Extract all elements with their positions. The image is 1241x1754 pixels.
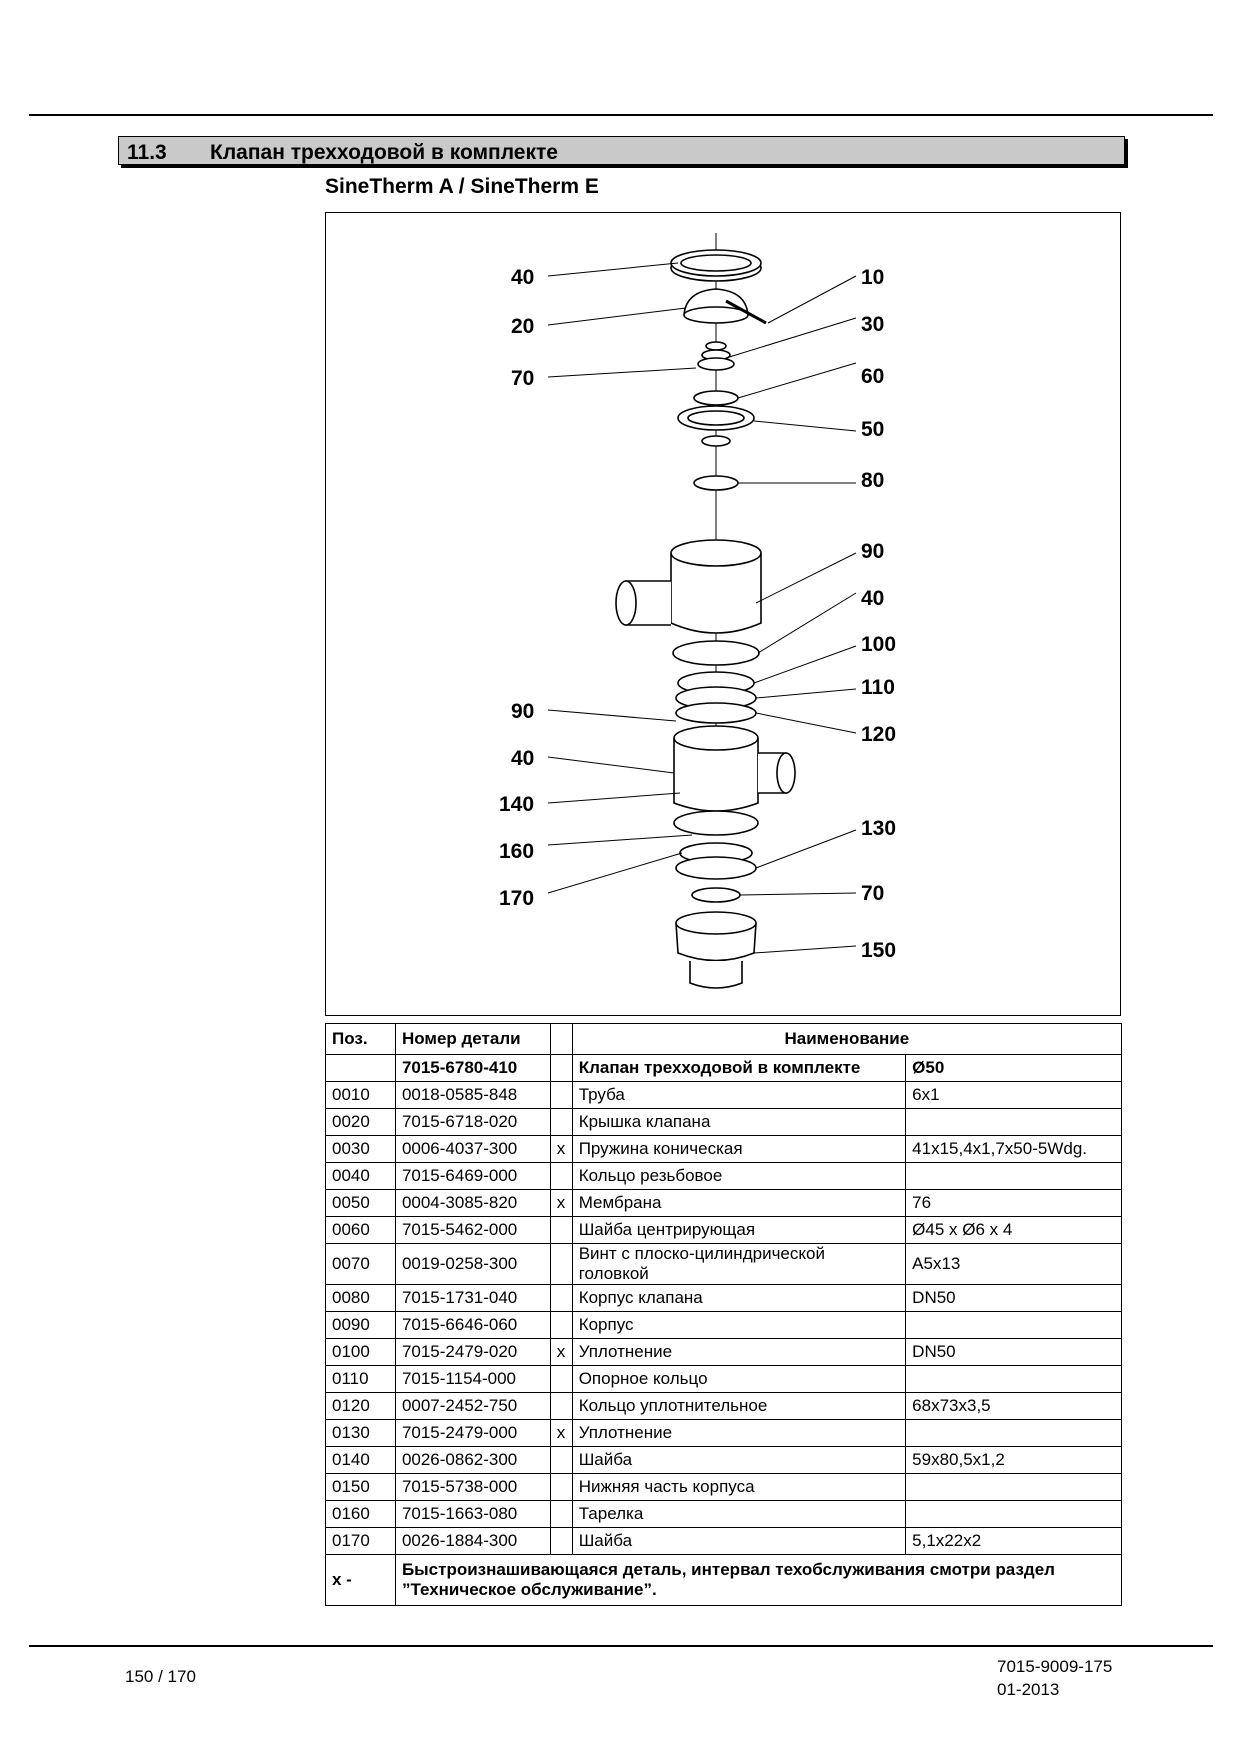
top-rule (29, 114, 1213, 116)
callout-120: 120 (861, 723, 897, 746)
wear-mark (550, 1366, 572, 1393)
callout-130: 130 (861, 817, 897, 840)
table-row (326, 1312, 1122, 1339)
part-pos: 0120 (326, 1393, 396, 1420)
valve-disc (694, 476, 738, 490)
table-row (326, 1082, 1122, 1109)
part-name: Тарелка (572, 1501, 905, 1528)
table-row (326, 1474, 1122, 1501)
part-name: Шайба центрирующая (572, 1217, 905, 1244)
part-pos: 0080 (326, 1285, 396, 1312)
wear-mark (550, 1501, 572, 1528)
callout-40-top: 40 (511, 266, 535, 289)
threaded-ring-mid (673, 641, 759, 665)
callout-160: 160 (499, 840, 535, 863)
table-row (326, 1366, 1122, 1393)
part-spec (906, 1366, 1122, 1393)
header-pos: Поз. (326, 1024, 396, 1055)
part-spec: DN50 (906, 1285, 1122, 1312)
part-spec (906, 1109, 1122, 1136)
part-pos: 0110 (326, 1366, 396, 1393)
callout-110: 110 (861, 676, 895, 699)
table-header-row (326, 1024, 1122, 1055)
part-pos: 0040 (326, 1163, 396, 1190)
part-spec: Ø45 x Ø6 x 4 (906, 1217, 1122, 1244)
part-number: 0019-0258-300 (395, 1244, 550, 1285)
lower-port-opening (777, 753, 795, 793)
assembly-part-number: 7015-6780-410 (395, 1055, 550, 1082)
part-spec (906, 1474, 1122, 1501)
side-port-opening (616, 581, 636, 625)
part-number: 0006-4037-300 (395, 1136, 550, 1163)
valve-body-upper-rim (671, 540, 761, 566)
part-name: Уплотнение (572, 1420, 905, 1447)
callout-90-upper: 90 (861, 540, 885, 563)
part-spec: 6x1 (906, 1082, 1122, 1109)
table-row (326, 1244, 1122, 1285)
section-number: 11.3 (127, 141, 167, 164)
threaded-ring-bottom (674, 811, 758, 835)
callout-50: 50 (861, 418, 885, 441)
membrane-inner (688, 411, 744, 425)
part-number: 7015-6646-060 (395, 1312, 550, 1339)
wear-mark (550, 1528, 572, 1555)
assembly-pos (326, 1055, 396, 1082)
part-number: 7015-5462-000 (395, 1217, 550, 1244)
callout-10: 10 (861, 266, 885, 289)
wear-part-note-line-1: Быстроизнашивающаяся деталь, интервал техобслуживания смотри раздел (401, 1560, 1055, 1579)
exploded-view-diagram (325, 212, 1121, 1016)
part-number: 7015-5738-000 (395, 1474, 550, 1501)
part-number: 0026-0862-300 (395, 1447, 550, 1474)
part-pos: 0010 (326, 1082, 396, 1109)
part-number: 0007-2452-750 (395, 1393, 550, 1420)
wear-part-note-row (326, 1555, 1122, 1606)
part-pos: 0090 (326, 1312, 396, 1339)
part-pos: 0070 (326, 1244, 396, 1285)
part-spec: 59x80,5x1,2 (906, 1447, 1122, 1474)
wear-part-note-mark: x - (326, 1555, 396, 1606)
bottom-rule (29, 1645, 1213, 1647)
part-number: 0026-1884-300 (395, 1528, 550, 1555)
wear-part-note (395, 1555, 1121, 1606)
table-row (326, 1217, 1122, 1244)
assembly-name: Клапан трехходовой в комплекте (572, 1055, 905, 1082)
part-pos: 0150 (326, 1474, 396, 1501)
section-heading (118, 136, 1125, 165)
callout-40-mid: 40 (861, 587, 885, 610)
callout-40-lower: 40 (511, 747, 535, 770)
plate (692, 888, 740, 902)
callout-150: 150 (861, 939, 897, 962)
callout-80: 80 (861, 469, 885, 492)
spring-coil (698, 358, 734, 370)
part-number: 7015-1663-080 (395, 1501, 550, 1528)
wear-mark (550, 1393, 572, 1420)
part-pos: 0160 (326, 1501, 396, 1528)
part-name: Труба (572, 1082, 905, 1109)
part-spec: DN50 (906, 1339, 1122, 1366)
lower-housing-rim (676, 912, 756, 934)
table-row (326, 1285, 1122, 1312)
callout-100: 100 (861, 633, 897, 656)
header-mark (550, 1024, 572, 1055)
part-number: 0018-0585-848 (395, 1082, 550, 1109)
subtitle: SineTherm A / SineTherm E (325, 175, 599, 198)
part-spec: 76 (906, 1190, 1122, 1217)
part-number: 0004-3085-820 (395, 1190, 550, 1217)
callout-20: 20 (511, 315, 535, 338)
wear-mark (550, 1109, 572, 1136)
wear-mark (550, 1163, 572, 1190)
callout-140: 140 (499, 793, 535, 816)
membrane-disc (702, 436, 730, 446)
part-number: 7015-6469-000 (395, 1163, 550, 1190)
part-pos: 0030 (326, 1136, 396, 1163)
part-name: Корпус (572, 1312, 905, 1339)
table-row (326, 1528, 1122, 1555)
table-row (326, 1447, 1122, 1474)
seal-lower (676, 857, 756, 879)
table-row (326, 1339, 1122, 1366)
part-number: 7015-2479-000 (395, 1420, 550, 1447)
callout-170: 170 (499, 887, 535, 910)
part-name: Опорное кольцо (572, 1366, 905, 1393)
assembly-mark (550, 1055, 572, 1082)
threaded-ring-top-inner (681, 255, 751, 271)
part-pos: 0100 (326, 1339, 396, 1366)
o-ring (676, 703, 756, 723)
wear-mark: x (550, 1190, 572, 1217)
wear-mark: x (550, 1136, 572, 1163)
document-number: 7015-9009-175 (997, 1657, 1113, 1676)
header-name: Наименование (572, 1024, 1121, 1055)
spring-coil (706, 342, 726, 350)
part-name: Нижняя часть корпуса (572, 1474, 905, 1501)
callout-90-lower: 90 (511, 700, 535, 723)
wear-mark (550, 1244, 572, 1285)
part-spec (906, 1420, 1122, 1447)
callout-70-top: 70 (511, 367, 535, 390)
part-spec: 5,1x22x2 (906, 1528, 1122, 1555)
part-pos: 0170 (326, 1528, 396, 1555)
wear-mark (550, 1285, 572, 1312)
part-spec: 68x73x3,5 (906, 1393, 1122, 1420)
document-date: 01-2013 (997, 1680, 1060, 1699)
part-name: Шайба (572, 1528, 905, 1555)
part-spec (906, 1163, 1122, 1190)
callout-60: 60 (861, 365, 885, 388)
parts-table (325, 1023, 1122, 1606)
wear-mark: x (550, 1339, 572, 1366)
part-spec (906, 1312, 1122, 1339)
part-name: Винт с плоско-цилиндрической головкой (572, 1244, 905, 1285)
part-name: Уплотнение (572, 1339, 905, 1366)
part-name: Корпус клапана (572, 1285, 905, 1312)
part-name: Крышка клапана (572, 1109, 905, 1136)
table-row (326, 1136, 1122, 1163)
section-title: Клапан трехходовой в комплекте (210, 141, 558, 164)
lower-housing-outlet (690, 961, 742, 988)
wear-mark (550, 1447, 572, 1474)
part-name: Шайба (572, 1447, 905, 1474)
table-row (326, 1190, 1122, 1217)
part-pos: 0140 (326, 1447, 396, 1474)
wear-mark (550, 1312, 572, 1339)
part-spec: 41x15,4x1,7x50-5Wdg. (906, 1136, 1122, 1163)
part-number: 7015-6718-020 (395, 1109, 550, 1136)
part-pos: 0020 (326, 1109, 396, 1136)
wear-mark (550, 1217, 572, 1244)
assembly-spec: Ø50 (906, 1055, 1122, 1082)
part-name: Кольцо резьбовое (572, 1163, 905, 1190)
table-row (326, 1163, 1122, 1190)
part-pos: 0050 (326, 1190, 396, 1217)
part-spec: A5x13 (906, 1244, 1122, 1285)
part-pos: 0130 (326, 1420, 396, 1447)
part-name: Кольцо уплотнительное (572, 1393, 905, 1420)
callout-30: 30 (861, 313, 885, 336)
part-name: Мембрана (572, 1190, 905, 1217)
table-row (326, 1393, 1122, 1420)
table-row (326, 1501, 1122, 1528)
wear-part-note-line-2: ”Техническое обслуживание”. (401, 1580, 657, 1599)
document-info (997, 1655, 1112, 1701)
part-number: 7015-1731-040 (395, 1285, 550, 1312)
assembly-row (326, 1055, 1122, 1082)
wear-mark (550, 1082, 572, 1109)
table-row (326, 1109, 1122, 1136)
wear-mark: x (550, 1420, 572, 1447)
page-number: 150 / 170 (125, 1667, 196, 1686)
part-number: 7015-1154-000 (395, 1366, 550, 1393)
part-spec (906, 1501, 1122, 1528)
callout-70-lower: 70 (861, 882, 885, 905)
table-row (326, 1420, 1122, 1447)
header-part-number: Номер детали (395, 1024, 550, 1055)
part-name: Пружина коническая (572, 1136, 905, 1163)
centering-washer (694, 391, 738, 405)
valve-body-lower-rim (674, 726, 758, 750)
part-number: 7015-2479-020 (395, 1339, 550, 1366)
exploded-view-drawing (326, 213, 1122, 1017)
wear-mark (550, 1474, 572, 1501)
part-pos: 0060 (326, 1217, 396, 1244)
